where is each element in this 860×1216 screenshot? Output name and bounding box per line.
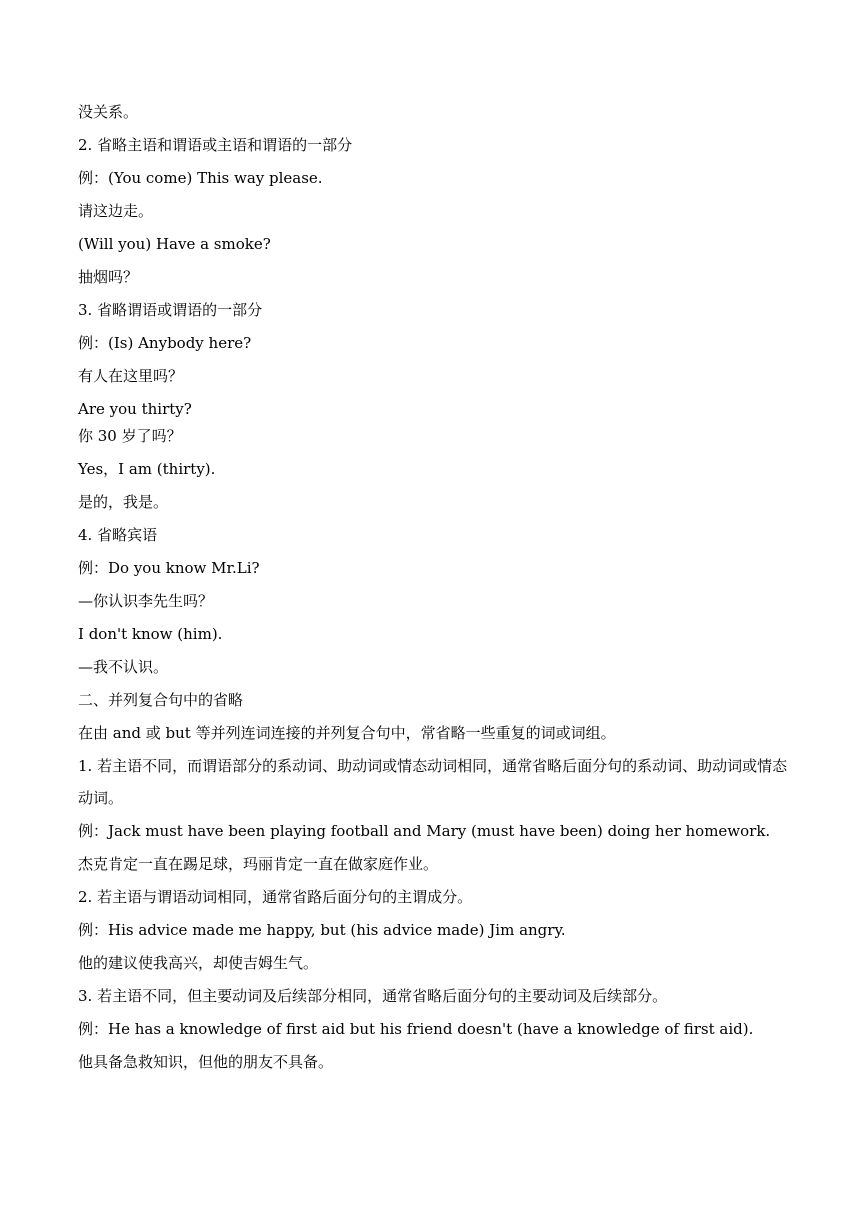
- text-line: 在由 and 或 but 等并列连词连接的并列复合句中，常省略一些重复的词或词组。: [78, 724, 616, 742]
- document-body: [78, 101, 788, 1084]
- translation-line: 你 30 岁了吗？: [78, 427, 182, 445]
- text-line: 没关系。: [78, 103, 139, 121]
- section-heading: 二、并列复合句中的省略: [78, 691, 244, 709]
- example-line: I don't know (him).: [78, 625, 223, 643]
- section-heading: 2. 省略主语和谓语或主语和谓语的一部分: [78, 136, 353, 154]
- section-heading: 2. 若主语与谓语动词相同，通常省路后面分句的主谓成分。: [78, 888, 473, 906]
- translation-line: 杰克肯定一直在踢足球，玛丽肯定一直在做家庭作业。: [78, 855, 439, 873]
- example-line: 例：His advice made me happy, but (his advice made) Jim angry.: [78, 921, 566, 939]
- example-line: 例：Do you know Mr.Li?: [78, 559, 260, 577]
- translation-line: 有人在这里吗？: [78, 367, 184, 385]
- translation-line: —你认识李先生吗？: [78, 592, 214, 610]
- section-heading: 3. 省略谓语或谓语的一部分: [78, 301, 263, 319]
- translation-line: 他具备急救知识，但他的朋友不具备。: [78, 1053, 334, 1071]
- example-line: 例：Jack must have been playing football and Mary (must have been) doing her homework.: [78, 822, 771, 840]
- section-heading: 3. 若主语不同，但主要动词及后续部分相同，通常省略后面分句的主要动词及后续部分。: [78, 987, 668, 1005]
- translation-line: 他的建议使我高兴，却使吉姆生气。: [78, 954, 319, 972]
- section-heading: 1. 若主语不同，而谓语部分的系动词、助动词或情态动词相同，通常省略后面分句的系动词、助动词或情态动词。: [78, 757, 788, 807]
- example-line: 例：He has a knowledge of first aid but his friend doesn't (have a knowledge of first aid).: [78, 1020, 754, 1038]
- translation-line: 请这边走。: [78, 202, 154, 220]
- translation-line: 抽烟吗？: [78, 268, 139, 286]
- example-line: (Will you) Have a smoke?: [78, 235, 271, 253]
- section-heading: 4. 省略宾语: [78, 526, 158, 544]
- example-line: 例：(Is) Anybody here?: [78, 334, 252, 352]
- example-line: 例：(You come) This way please.: [78, 169, 323, 187]
- translation-line: —我不认识。: [78, 658, 169, 676]
- translation-line: 是的，我是。: [78, 493, 169, 511]
- example-line: Yes，I am (thirty).: [78, 460, 216, 478]
- example-line: Are you thirty?: [78, 400, 192, 418]
